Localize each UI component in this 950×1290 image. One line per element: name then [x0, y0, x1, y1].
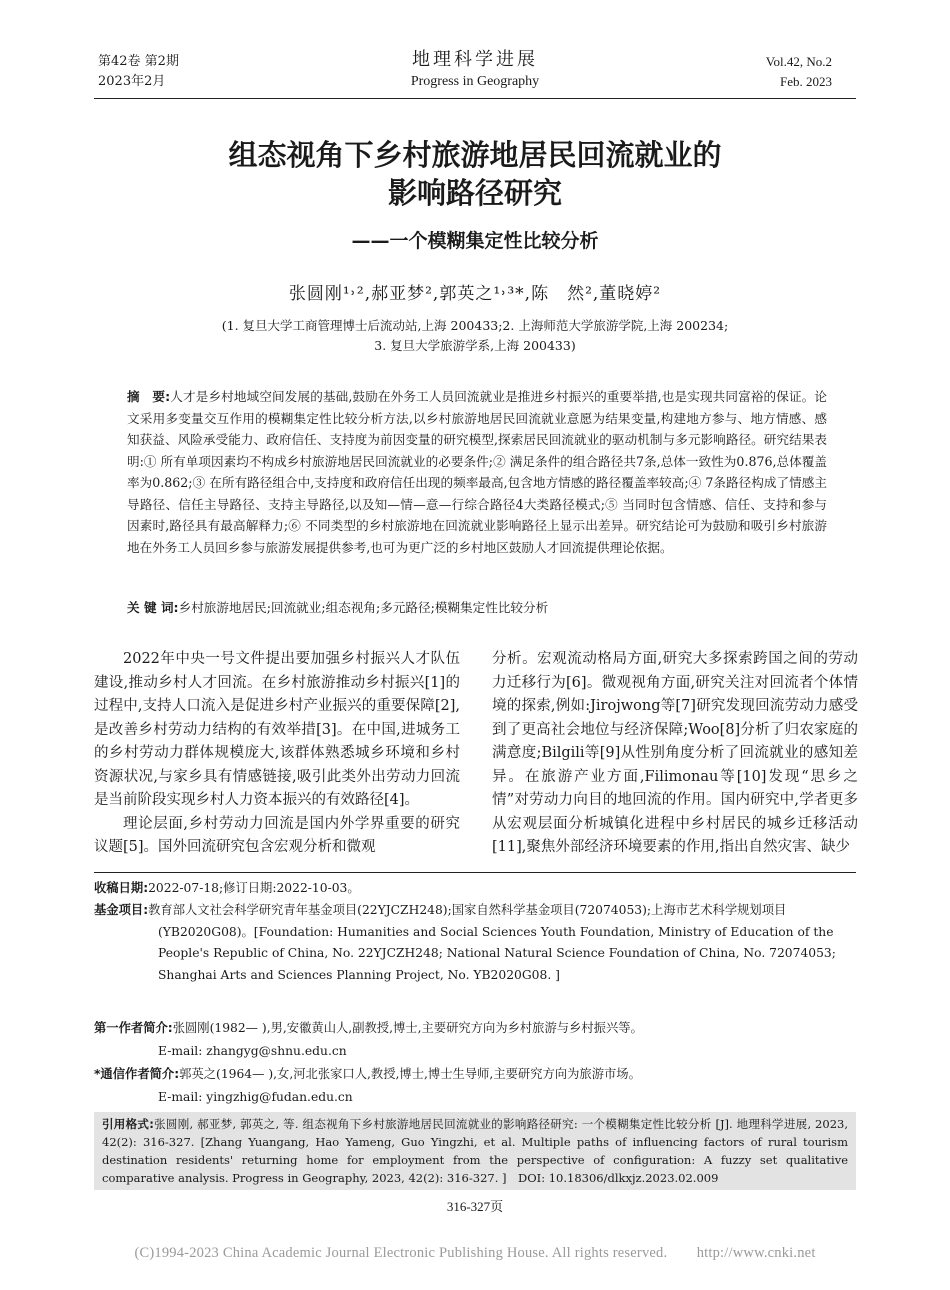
body-paragraph: 理论层面,乡村劳动力回流是国内外学界重要的研究议题[5]。国外回流研究包含宏观分析和微观: [94, 815, 460, 855]
body-column-right: [492, 648, 858, 860]
footnote-received: [94, 878, 856, 900]
footnote-divider: [94, 872, 856, 873]
footnote-corr-email: [94, 1087, 856, 1109]
received-label: 收稿日期:: [94, 881, 149, 895]
journal-name-en: Progress in Geography: [410, 74, 540, 89]
abstract-text: 人才是乡村地域空间发展的基础,鼓励在外务工人员回流就业是推进乡村振兴的重要举措,也是实现共同富裕的保证。论文采用多变量交互作用的模糊集定性比较分析方法,以乡村旅游地居民回流就业意愿为结果变量,构建地方参与、地方情感、感知获益、风险承受能力、政府信任、支持度为前因变量的研究模型,探索居民回流就业的驱动机制与多元影响路径。研究结果表明:① 所有单项因素均不构成乡村旅游地居民回流就业的必要条件;② 满足条件的组合路径共7条,总体一致性为0.876,总体覆盖率为0.862;③ 在所有路径组合中,支持度和政府信任出现的频率最高,包含地方情感的路径覆盖率较高;④ 7条路径构成了情感主导路径、信任主导路径、支持主导路径,以及知—情—意—行综合路径4大类路径模式;⑤ 当同时包含情感、信任、支持和参与因素时,路径具有最高解释力;⑥ 不同类型的乡村旅游地在回流就业影响路径上显示出差异。研究结论可为鼓励和吸引乡村旅游地在外务工人员回乡参与旅游发展提供参考,也可为更广泛的乡村地区鼓励人才回流提供理论依据。: [127, 389, 827, 555]
footnote-first-author: [94, 1018, 856, 1040]
first-author-label: 第一作者简介:: [94, 1021, 173, 1035]
fund-text: 教育部人文社会科学研究青年基金项目(22YJCZH248);国家自然科学基金项目(72074053);上海市艺术科学规划项目(YB2020G08)。[Foundation: Humanities and Social Sciences Youth Foundation, Ministry of Education of the People's Republic of China, No. 22YJCZH248; National Natural Science Foundation of China, No. 72074053; Shanghai Arts and Sciences Planning Project, No. YB2020G08. ]: [148, 903, 836, 982]
abstract: [127, 386, 827, 558]
body-paragraph: 分析。宏观流动格局方面,研究大多探索跨国之间的劳动力迁移行为[6]。微观视角方面,研究关注对回流者个体情境的探索,例如:Jirojwong等[7]研究发现回流劳动力感受到了更高社会地位与经济保障;Woo[8]分析了归农家庭的满意度;Bilgili等[9]从性别角度分析了回流就业的感知差异。在旅游产业方面,Filimonau等[10]发现“思乡之情”对劳动力向目的地回流的作用。国内研究中,学者更多从宏观层面分析城镇化进程中乡村居民的城乡迁移活动[11],聚焦外部经济环境要素的作用,指出自然灾害、缺少: [492, 651, 858, 855]
received-text: 2022-07-18;修订日期:2022-10-03。: [148, 881, 360, 895]
citation-label: 引用格式:: [102, 1117, 154, 1131]
paper-title-line-2: 影响路径研究: [387, 176, 562, 210]
header-date-en: Feb. 2023: [780, 74, 832, 89]
abstract-label: 摘 要:: [127, 389, 171, 404]
journal-name-cn: 地理科学进展: [412, 49, 538, 70]
footnote-corresponding-author: [94, 1064, 856, 1086]
page-range: 316-327页: [446, 1199, 504, 1214]
keywords-text: 乡村旅游地居民;回流就业;组态视角;多元路径;模糊集定性比较分析: [178, 600, 549, 615]
header-volume-en: [766, 52, 832, 92]
keywords: [127, 598, 827, 618]
body-paragraph: 2022年中央一号文件提出要加强乡村振兴人才队伍建设,推动乡村人才回流。在乡村旅游推动乡村振兴[1]的过程中,支持人口流入是促进乡村产业振兴的重要保障[2],是改善乡村劳动力结构的有效举措[3]。在中国,进城务工的乡村劳动力群体规模庞大,该群体熟悉城乡环境和乡村资源状况,与家乡具有情感链接,吸引此类外出劳动力回流是当前阶段实现乡村人力资本振兴的有效路径[4]。: [94, 651, 460, 808]
fund-label: 基金项目:: [94, 903, 149, 917]
affiliation-line-1: (1. 复旦大学工商管理博士后流动站,上海 200433;2. 上海师范大学旅游学院,上海 200234;: [221, 318, 729, 333]
body-column-left: [94, 648, 460, 860]
header-divider: [94, 98, 856, 99]
footnote-first-author-email: [94, 1041, 856, 1063]
header-volume-issue: 第42卷 第2期: [98, 54, 179, 69]
paper-title-line-1: 组态视角下乡村旅游地居民回流就业的: [228, 138, 722, 172]
header-date-cn: 2023年2月: [98, 74, 166, 89]
footnote-fund: [94, 900, 856, 986]
citation-box: [94, 1112, 856, 1190]
keywords-label: 关 键 词:: [127, 600, 179, 615]
affiliation-line-2: 3. 复旦大学旅游学系,上海 200433): [374, 338, 576, 353]
corr-author-label: *通信作者简介:: [94, 1067, 180, 1081]
paper-subtitle: ——一个模糊集定性比较分析: [351, 230, 599, 252]
cnki-watermark: (C)1994-2023 China Academic Journal Electronic Publishing House. All rights reserved. http://www.cnki.net: [134, 1245, 816, 1261]
citation-text: 张圆刚, 郝亚梦, 郭英之, 等. 组态视角下乡村旅游地居民回流就业的影响路径研究: 一个模糊集定性比较分析 [J]. 地理科学进展, 2023, 42(2): 316-327. [Zhang Yuangang, Hao Yameng, Guo Yingzhi, et al. Multiple paths of influencing factors of rural tourism destination residents' returning home for employment from the perspective of configuration: A fuzzy set qualitative comparative analysis. Progress in Geography, 2023, 42(2): 316-327. ] DOI: 10.18306/dlkxjz.2023.02.009: [102, 1117, 848, 1185]
first-author-email: E-mail: zhangyg@shnu.edu.cn: [158, 1044, 347, 1058]
author-list: 张圆刚¹˒²,郝亚梦²,郭英之¹˒³*,陈 然²,董晓婷²: [288, 284, 662, 304]
paper-title: [0, 136, 950, 212]
affiliations: [0, 316, 950, 356]
corr-author-text: 郭英之(1964— ),女,河北张家口人,教授,博士,博士生导师,主要研究方向为旅游市场。: [179, 1067, 641, 1081]
first-author-text: 张圆刚(1982— ),男,安徽黄山人,副教授,博士,主要研究方向为乡村旅游与乡村振兴等。: [172, 1021, 643, 1035]
header-volume-issue-en: Vol.42, No.2: [765, 54, 832, 69]
corr-author-email: E-mail: yingzhig@fudan.edu.cn: [158, 1090, 353, 1104]
